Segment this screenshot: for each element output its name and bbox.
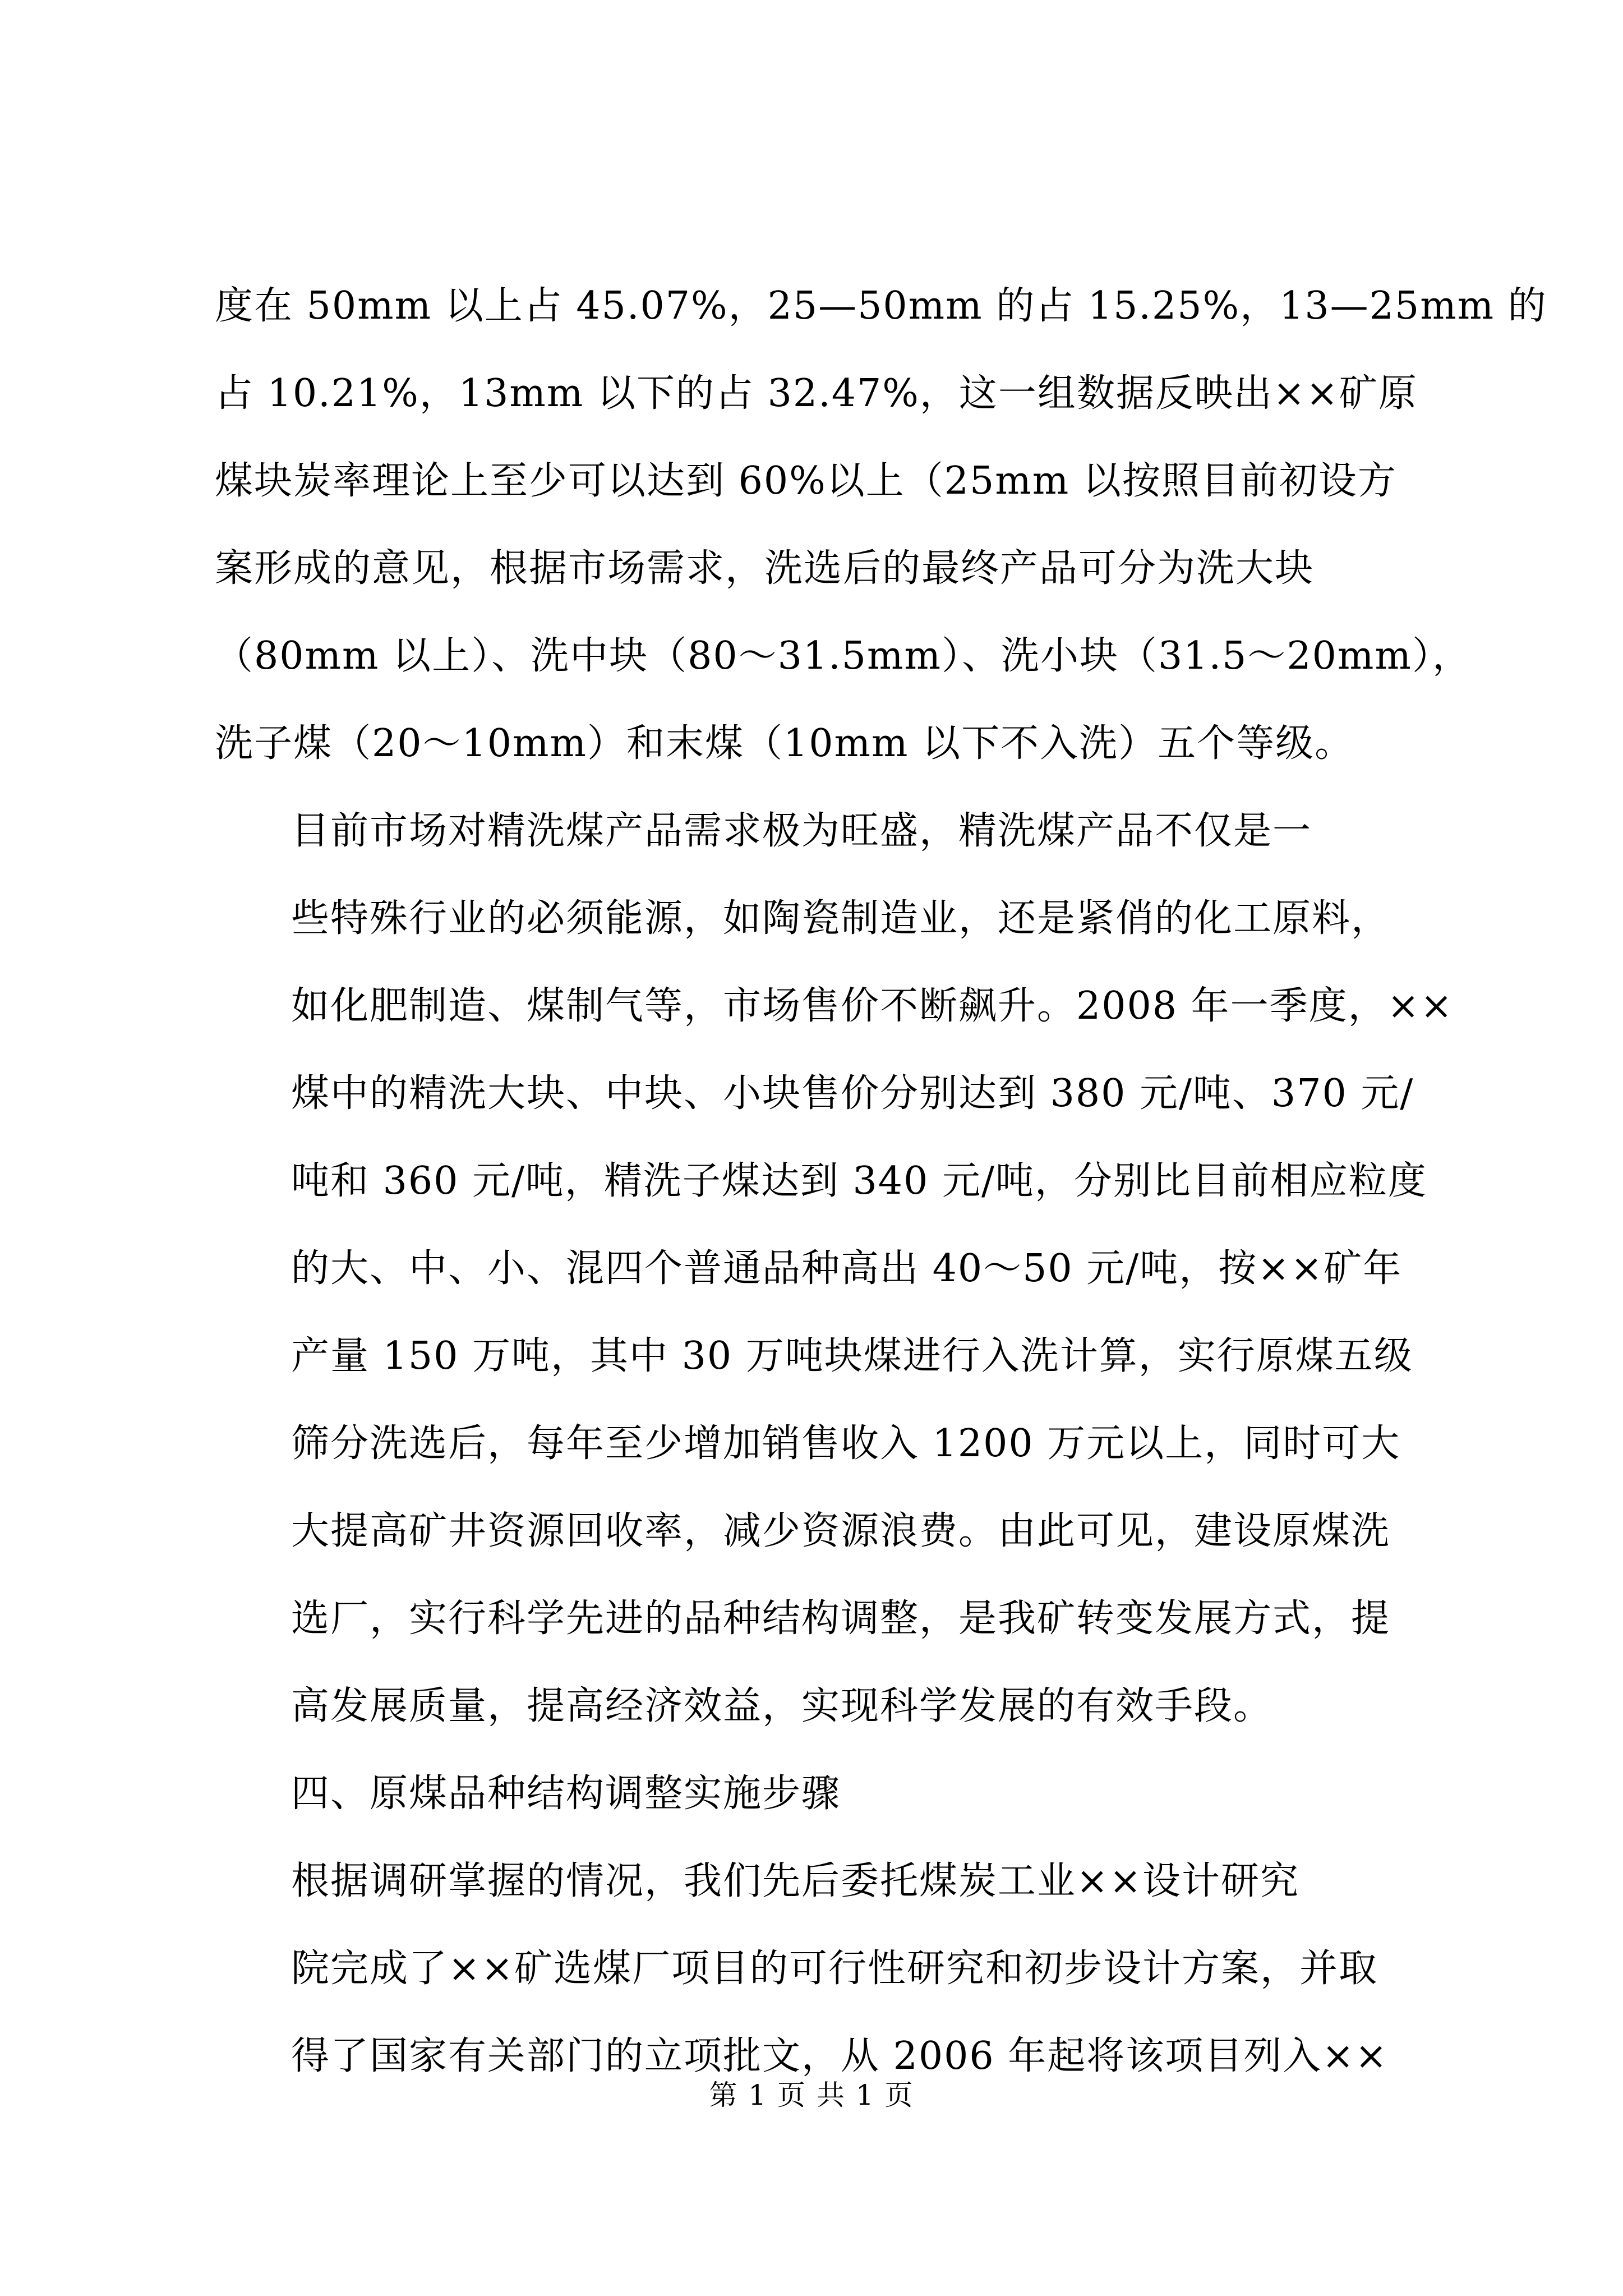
section-heading (215, 1750, 1423, 1838)
text-line: 筛分洗选后，每年至少增加销售收入 1200 万元以上，同时可大 (291, 1421, 1401, 1466)
text-line: 煤中的精洗大块、中块、小块售价分别达到 380 元/吨、370 元/ (291, 1071, 1414, 1116)
text-line: 些特殊行业的必须能源，如陶瓷制造业，还是紧俏的化工原料， (291, 896, 1391, 941)
text-line: 占 10.21%，13mm 以下的占 32.47%，这一组数据反映出××矿原 (215, 371, 1418, 416)
text-line: 大提高矿井资源回收率，减少资源浪费。由此可见，建设原煤洗 (291, 1509, 1391, 1553)
text-line: 煤块炭率理论上至少可以达到 60%以上（25mm 以按照目前初设方 (215, 459, 1397, 503)
text-line: 产量 150 万吨，其中 30 万吨块煤进行入洗计算，实行原煤五级 (291, 1334, 1413, 1378)
text-line: 选厂，实行科学先进的品种结构调整，是我矿转变发展方式，提 (291, 1596, 1391, 1641)
text-line: 的大、中、小、混四个普通品种高出 40～50 元/吨，按××矿年 (291, 1246, 1403, 1291)
text-line: 如化肥制造、煤制气等，市场售价不断飙升。2008 年一季度，×× (291, 984, 1454, 1028)
page-footer (0, 2076, 1623, 2115)
text-line: 目前市场对精洗煤产品需求极为旺盛，精洗煤产品不仅是一 (291, 809, 1312, 853)
text-line: 案形成的意见，根据市场需求，洗选后的最终产品可分为洗大块 (215, 546, 1315, 591)
document-body (215, 263, 1547, 2100)
paragraph-4 (215, 1838, 1423, 2100)
text-line: 四、原煤品种结构调整实施步骤 (291, 1772, 841, 1816)
text-line: 度在 50mm 以上占 45.07%，25—50mm 的占 15.25%，13—25mm 的 (215, 284, 1547, 328)
text-line: （80mm 以上）、洗中块（80～31.5mm）、洗小块（31.5～20mm）， (215, 634, 1472, 678)
text-line: 院完成了××矿选煤厂项目的可行性研究和初步设计方案，并取 (291, 1947, 1378, 1991)
text-line: 吨和 360 元/吨，精洗子煤达到 340 元/吨，分别比目前相应粒度 (291, 1159, 1427, 1203)
text-line: 根据调研掌握的情况，我们先后委托煤炭工业××设计研究 (291, 1859, 1299, 1903)
paragraph-2 (215, 788, 1454, 1750)
paragraph-1 (215, 263, 1547, 788)
text-line: 洗子煤（20～10mm）和末煤（10mm 以下不入洗）五个等级。 (215, 721, 1354, 766)
page-number: 第 1 页 共 1 页 (709, 2079, 914, 2111)
text-line: 高发展质量，提高经济效益，实现科学发展的有效手段。 (291, 1684, 1273, 1728)
text-line: 得了国家有关部门的立项批文，从 2006 年起将该项目列入×× (291, 2034, 1389, 2078)
